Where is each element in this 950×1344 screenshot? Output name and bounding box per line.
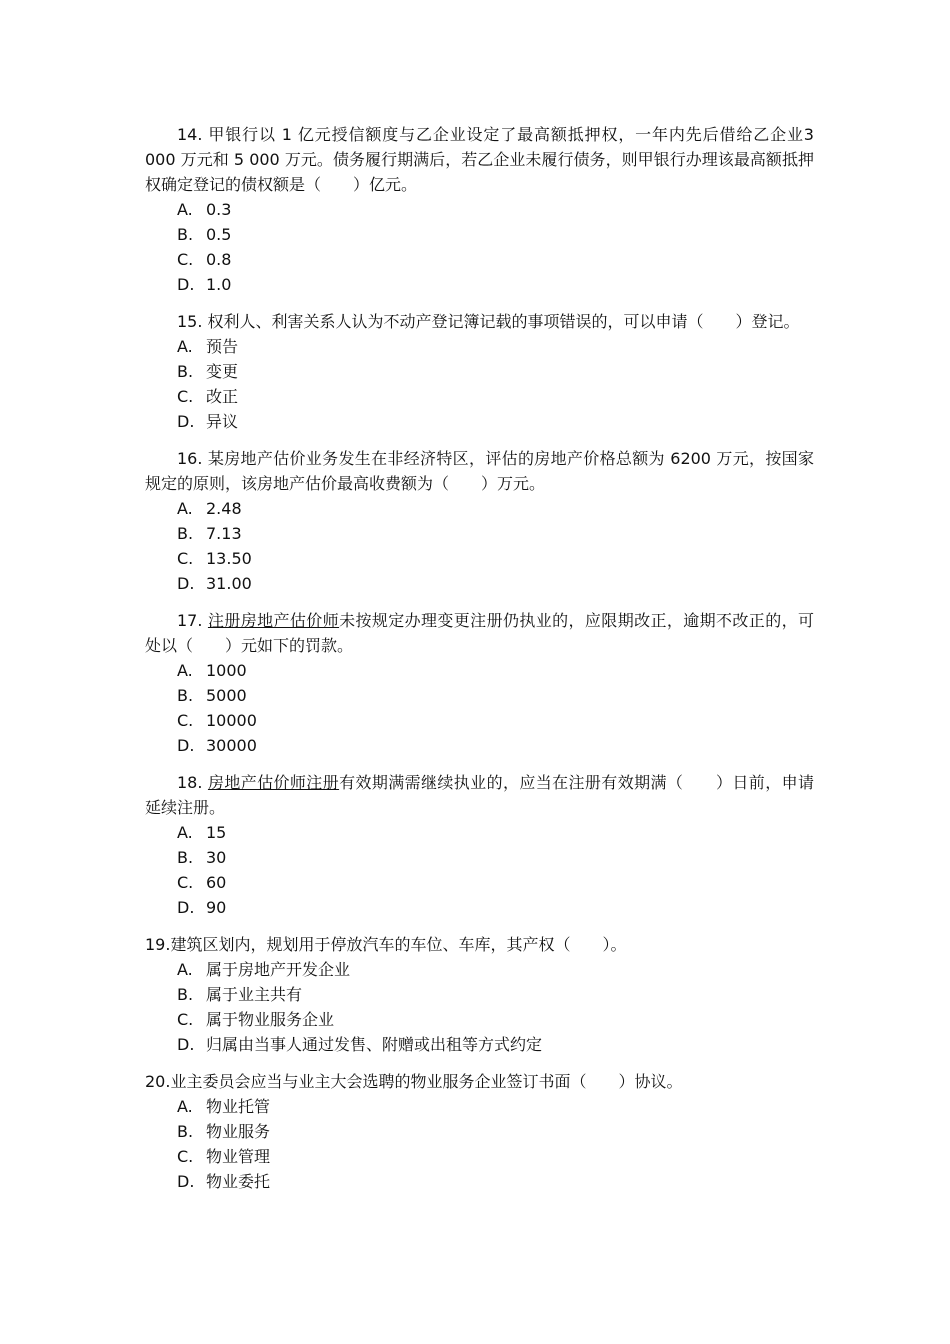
option-letter: A. <box>177 200 193 219</box>
question-text: 甲银行以 1 亿元授信额度与乙企业设定了最高额抵押权，一年内先后借给乙企业3 000 万元和 5 000 万元。债务履行期满后，若乙企业未履行债务，则甲银行办理该最高额抵押权确定登记的债权额是（ ）亿元。 <box>145 125 814 194</box>
question-number: 18 <box>177 773 198 792</box>
option-letter: C. <box>177 1147 194 1166</box>
option-list <box>145 658 814 758</box>
option-text: 7.13 <box>206 524 242 543</box>
option-3 <box>177 895 814 920</box>
question-gap <box>145 297 814 309</box>
option-letter: B. <box>177 686 194 705</box>
option-text: 物业托管 <box>206 1097 271 1116</box>
option-letter: A. <box>177 823 193 842</box>
question-stem <box>145 446 814 496</box>
option-0 <box>177 658 814 683</box>
question-stem <box>145 770 814 820</box>
question-number-separator: . <box>165 1072 171 1091</box>
option-letter: B. <box>177 524 194 543</box>
question-number: 19 <box>145 935 166 954</box>
option-letter: D. <box>177 736 195 755</box>
question-number-separator: . <box>197 125 203 144</box>
option-letter: A. <box>177 499 193 518</box>
option-letter: A. <box>177 661 193 680</box>
option-text: 改正 <box>206 387 239 406</box>
question-text: 建筑区划内，规划用于停放汽车的车位、车库，其产权（ ）。 <box>170 935 627 954</box>
option-0 <box>177 957 814 982</box>
question-17 <box>145 608 814 770</box>
option-text: 属于物业服务企业 <box>206 1010 335 1029</box>
question-number: 14 <box>177 125 198 144</box>
option-letter: D. <box>177 1035 195 1054</box>
option-3 <box>177 272 814 297</box>
option-1 <box>177 683 814 708</box>
option-2 <box>177 1007 814 1032</box>
question-number: 20 <box>145 1072 166 1091</box>
option-letter: A. <box>177 1097 193 1116</box>
option-text: 31.00 <box>206 574 252 593</box>
option-text: 30000 <box>206 736 257 755</box>
question-stem <box>145 932 814 957</box>
option-list <box>145 957 814 1057</box>
question-20 <box>145 1069 814 1194</box>
option-letter: A. <box>177 960 193 979</box>
option-letter: C. <box>177 1010 194 1029</box>
question-16 <box>145 446 814 608</box>
question-number-separator: . <box>197 773 203 792</box>
option-2 <box>177 384 814 409</box>
option-letter: B. <box>177 1122 194 1141</box>
question-number-separator: . <box>197 312 203 331</box>
option-0 <box>177 496 814 521</box>
option-3 <box>177 733 814 758</box>
option-text: 5000 <box>206 686 247 705</box>
option-1 <box>177 1119 814 1144</box>
option-text: 1.0 <box>206 275 232 294</box>
question-list <box>145 122 814 1194</box>
question-number-separator: . <box>197 449 203 468</box>
option-2 <box>177 870 814 895</box>
question-gap <box>145 920 814 932</box>
option-text: 15 <box>206 823 227 842</box>
question-14 <box>145 122 814 309</box>
question-stem <box>145 122 814 197</box>
option-text: 0.5 <box>206 225 232 244</box>
option-3 <box>177 1169 814 1194</box>
option-letter: D. <box>177 1172 195 1191</box>
option-0 <box>177 197 814 222</box>
option-2 <box>177 546 814 571</box>
option-list <box>145 820 814 920</box>
option-letter: D. <box>177 574 195 593</box>
option-0 <box>177 1094 814 1119</box>
option-text: 变更 <box>206 362 239 381</box>
question-text-underlined: 注册房地产估价师 <box>207 611 340 630</box>
question-stem <box>145 1069 814 1094</box>
option-text: 属于房地产开发企业 <box>206 960 351 979</box>
option-text: 预告 <box>206 337 239 356</box>
option-letter: D. <box>177 275 195 294</box>
option-1 <box>177 521 814 546</box>
option-letter: B. <box>177 848 194 867</box>
option-1 <box>177 359 814 384</box>
option-letter: D. <box>177 412 195 431</box>
option-text: 13.50 <box>206 549 252 568</box>
question-gap <box>145 434 814 446</box>
question-gap <box>145 758 814 770</box>
option-1 <box>177 845 814 870</box>
option-3 <box>177 409 814 434</box>
option-text: 归属由当事人通过发售、附赠或出租等方式约定 <box>206 1035 543 1054</box>
option-text: 2.48 <box>206 499 242 518</box>
question-number: 16 <box>177 449 198 468</box>
option-letter: C. <box>177 250 194 269</box>
option-text: 10000 <box>206 711 257 730</box>
option-1 <box>177 982 814 1007</box>
question-text: 业主委员会应当与业主大会选聘的物业服务企业签订书面（ ）协议。 <box>170 1072 683 1091</box>
option-text: 60 <box>206 873 227 892</box>
option-2 <box>177 1144 814 1169</box>
question-gap <box>145 596 814 608</box>
option-text: 0.3 <box>206 200 232 219</box>
option-text: 物业委托 <box>206 1172 271 1191</box>
option-letter: C. <box>177 387 194 406</box>
question-number: 15 <box>177 312 198 331</box>
question-gap <box>145 1057 814 1069</box>
question-19 <box>145 932 814 1069</box>
option-0 <box>177 820 814 845</box>
question-text: 某房地产估价业务发生在非经济特区，评估的房地产价格总额为 6200 万元，按国家规定的原则，该房地产估价最高收费额为（ ）万元。 <box>145 449 814 493</box>
question-18 <box>145 770 814 932</box>
option-text: 30 <box>206 848 227 867</box>
question-number: 17 <box>177 611 198 630</box>
option-list <box>145 197 814 297</box>
question-stem <box>145 608 814 658</box>
question-text: 有效期满需继续执业的，应当在注册有效期满（ ）日前，申请延续注册。 <box>145 773 814 817</box>
option-list <box>145 1094 814 1194</box>
option-3 <box>177 1032 814 1057</box>
option-text: 异议 <box>206 412 239 431</box>
option-text: 0.8 <box>206 250 232 269</box>
option-2 <box>177 708 814 733</box>
option-letter: B. <box>177 985 194 1004</box>
option-letter: B. <box>177 362 194 381</box>
option-text: 属于业主共有 <box>206 985 303 1004</box>
question-number-separator: . <box>165 935 171 954</box>
option-2 <box>177 247 814 272</box>
option-letter: A. <box>177 337 193 356</box>
option-letter: C. <box>177 711 194 730</box>
option-letter: C. <box>177 549 194 568</box>
question-text-underlined: 房地产估价师注册 <box>207 773 340 792</box>
question-stem <box>145 309 814 334</box>
question-text: 权利人、利害关系人认为不动产登记簿记载的事项错误的，可以申请（ ）登记。 <box>207 312 800 331</box>
option-letter: B. <box>177 225 194 244</box>
option-0 <box>177 334 814 359</box>
option-1 <box>177 222 814 247</box>
question-number-separator: . <box>197 611 203 630</box>
question-text: 未按规定办理变更注册仍执业的，应限期改正，逾期不改正的，可处以（ ）元如下的罚款。 <box>145 611 814 655</box>
option-list <box>145 496 814 596</box>
option-letter: D. <box>177 898 195 917</box>
option-3 <box>177 571 814 596</box>
option-list <box>145 334 814 434</box>
option-letter: C. <box>177 873 194 892</box>
option-text: 90 <box>206 898 227 917</box>
option-text: 1000 <box>206 661 247 680</box>
question-15 <box>145 309 814 446</box>
option-text: 物业管理 <box>206 1147 271 1166</box>
option-text: 物业服务 <box>206 1122 271 1141</box>
